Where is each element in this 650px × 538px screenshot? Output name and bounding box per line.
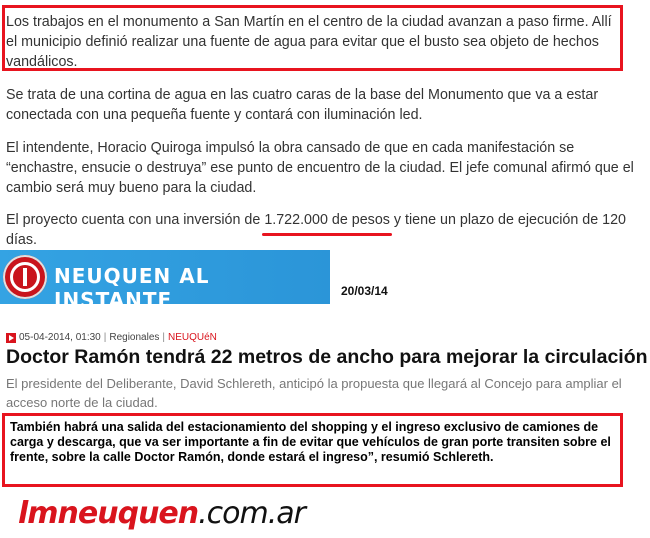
investment-amount <box>264 210 390 230</box>
news-section[interactable]: NEUQUéN <box>168 332 217 343</box>
paragraph-2: Se trata de una cortina de agua en las cuatro caras de la base del Monumento que va a estar conectada con una pequeña fuente y contará con iluminación led. <box>6 87 599 123</box>
meta-separator: | <box>103 332 107 343</box>
news-datetime: 05-04-2014, 01:30 <box>19 332 101 343</box>
news-lead: El presidente del Deliberante, David Schlereth, anticipó la propuesta que llegará al Concejo para ampliar el acceso norte de la ciudad. <box>6 376 622 410</box>
news-category[interactable]: Regionales <box>109 332 160 343</box>
logo-domain: .com.ar <box>198 496 306 531</box>
meta-separator: | <box>162 332 165 343</box>
investment-amount-text: 1.722.000 de pesos <box>264 212 390 228</box>
paragraph-4 <box>6 210 636 250</box>
news-headline[interactable]: Doctor Ramón tendrá 22 metros de ancho para mejorar la circulación <box>6 346 648 368</box>
neuquen-al-instante-banner[interactable] <box>0 250 330 312</box>
amount-underline <box>262 233 392 236</box>
banner-date: 20/03/14 <box>341 284 388 298</box>
news-meta <box>6 332 217 343</box>
logo-brand: lmneuquen <box>18 496 199 531</box>
play-icon <box>6 333 16 343</box>
paragraph-3: El intendente, Horacio Quiroga impulsó la obra cansado de que en cada manifestación se “enchastre, ensucie o destruya” ese punto de encuentro de la ciudad. El jefe comunal afirmó que el cambio será muy bueno para la ciudad. <box>6 140 634 196</box>
info-logo-icon <box>3 255 47 299</box>
paragraph-4-end: y tiene un plazo de ejecución de 120 días. <box>6 212 626 248</box>
news-quote: También habrá una salida del estacionamiento del shopping y el ingreso exclusivo de camiones de carga y descarga, que va ser importante a fin de evitar que vehículos de gran porte transiten sobre el frente, sobre la calle Doctor Ramón, donde estará el ingreso”, resumió Schlereth. <box>10 420 611 465</box>
banner-title: NEUQUEN AL INSTANTE <box>54 264 210 312</box>
paragraph-1: Los trabajos en el monumento a San Martín en el centro de la ciudad avanzan a paso firme. Allí el municipio definió realizar una fuente de agua para evitar que el busto sea objeto de hechos vandálicos. <box>6 14 612 70</box>
lmneuquen-logo <box>18 496 305 531</box>
paragraph-4-start: El proyecto cuenta con una inversión de <box>6 212 265 228</box>
